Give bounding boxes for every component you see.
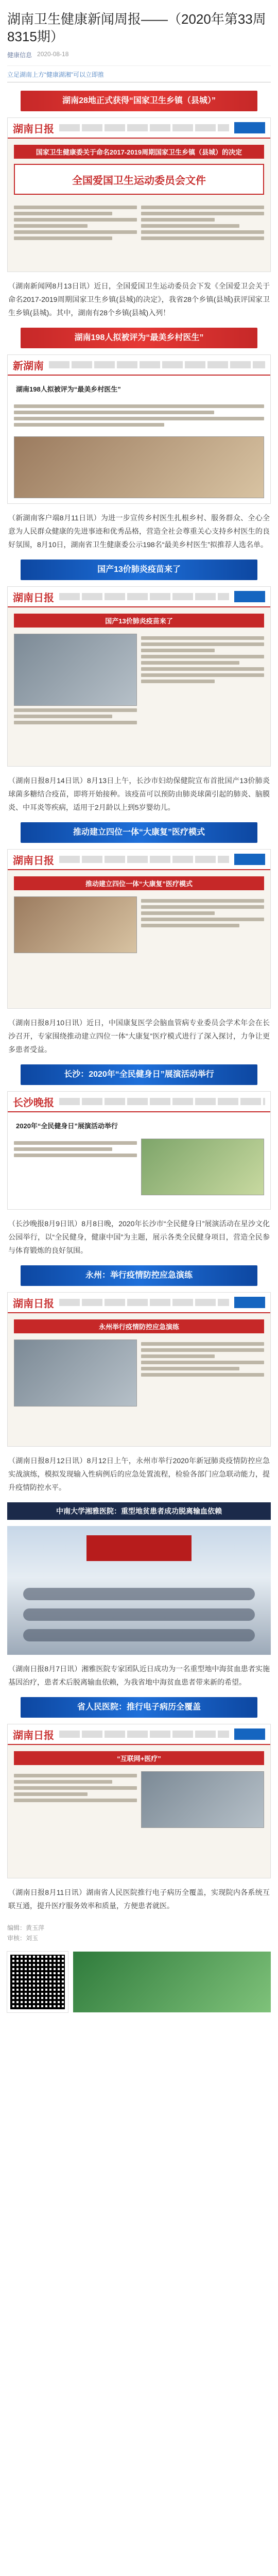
article-meta <box>0 48 278 61</box>
section-heading: 推动建立四位一体“大康复”医疗模式 <box>21 822 257 843</box>
paper-logo: 湖南日报 <box>13 591 54 604</box>
section-heading: 国产13价肺炎疫苗来了 <box>21 560 257 580</box>
section-text: （湖南日报8月11日讯）湖南省人民医院推行电子病历全覆盖，实现院内各系统互联互通，提升医疗服务效率和质量，方便患者就医。 <box>8 1888 270 1910</box>
newspaper-image <box>7 1292 271 1447</box>
paper-headline: 2020年“全民健身日”展演活动举行 <box>14 1118 264 1132</box>
paper-headline: 国产13价肺炎疫苗来了 <box>14 614 264 628</box>
section-heading: 湖南28地正式获得“国家卫生乡镇（县城）” <box>21 91 257 111</box>
author-link[interactable]: 健康信息 <box>7 52 32 59</box>
divider <box>7 65 271 66</box>
editor-credit: 编辑：黄玉萍 <box>7 1924 45 1931</box>
newspaper-image <box>7 1091 271 1210</box>
paper-logo: 湖南日报 <box>13 1297 54 1310</box>
conference-photo <box>7 1526 271 1655</box>
promo-banner <box>73 1952 271 2012</box>
article-title: 湖南卫生健康新闻周报——（2020年第33周8315期） <box>7 11 266 44</box>
section-text: （新湖南客户端8月11日讯）为进一步宣传乡村医生扎根乡村、服务群众、全心全意为人民群众健康的先进事迹和优秀品格，营造全社会尊重关心支持乡村医生的良好氛围，8月10日，湖南省卫生健康委公示198名“最美乡村医生”拟推荐人选名单。 <box>8 514 270 549</box>
section-text: （湖南日报8月12日讯）8月12日上午，永州市举行2020年新冠肺炎疫情防控应急实战演练，模拟发现输入性病例后的应急处置流程，检验各部门应急联动能力，提升疫情防控水平。 <box>8 1456 270 1492</box>
paper-logo: 湖南日报 <box>13 122 54 135</box>
newspaper-image <box>7 849 271 1009</box>
publish-date: 2020-08-18 <box>37 50 69 58</box>
paper-headline: 永州举行疫情防控应急演练 <box>14 1319 264 1333</box>
paper-headline: “互联网+医疗” <box>14 1751 264 1765</box>
section-text: （长沙晚报8月9日讯）8月8日晚，2020年长沙市“全民健身日”展演活动在星沙文化公园举行，以“全民健身，健康中国”为主题，展示各类全民健身项目，营造全民参与体育锻炼的良好氛围。 <box>8 1219 270 1255</box>
paper-headline: 国家卫生健康委关于命名2017-2019周期国家卫生乡镇（县城）的决定 <box>14 145 264 159</box>
paper-headline: 湖南198人拟被评为“最美乡村医生” <box>14 382 264 396</box>
qr-row <box>7 1952 271 2012</box>
newspaper-image <box>7 586 271 767</box>
intro-text: 立足湖南上方“健康湖湘”可以立即推 <box>7 71 104 78</box>
section-text: （湖南日报8月7日讯）湘雅医院专家团队近日成功为一名重型地中海贫血患者实施基因治疗，患者术后脱离输血依赖，为我省地中海贫血患者带来新的希望。 <box>8 1665 270 1686</box>
section-text: （湖南日报8月10日讯）近日，中国康复医学会脑血管病专业委员会学术年会在长沙召开，专家围绕推动建立四位一体“大康复”医疗模式进行了深入探讨，力争让更多患者受益。 <box>8 1019 270 1054</box>
paper-logo: 湖南日报 <box>13 854 54 867</box>
paper-logo: 长沙晚报 <box>13 1096 54 1109</box>
section-heading: 长沙：2020年“全民健身日”展演活动举行 <box>21 1064 257 1085</box>
section-text: （湖南日报8月14日讯）8月13日上午，长沙市妇幼保健院宣布首批国产13价肺炎球菌多糖结合疫苗，即将开始接种。该疫苗可以预防由肺炎球菌引起的肺炎、脑膜炎、中耳炎等疾病，适用于2月龄以上到5岁婴幼儿。 <box>8 776 270 811</box>
newspaper-image <box>7 354 271 504</box>
newspaper-image <box>7 117 271 272</box>
paper-logo: 新湖南 <box>13 359 44 372</box>
section-heading: 湖南198人拟被评为“最美乡村医生” <box>21 328 257 348</box>
section-heading: 永州：举行疫情防控应急演练 <box>21 1265 257 1286</box>
section-heading: 省人民医院：推行电子病历全覆盖 <box>21 1697 257 1718</box>
section-text: （湖南新闻网8月13日讯）近日，全国爱国卫生运动委员会下发《全国爱卫会关于命名2017-2019周期国家卫生乡镇(县城)的决定》，我省28个乡镇(县城)获评国家卫生乡镇(县城)。其中，湖南有28个乡镇(县城)入列！ <box>8 282 270 317</box>
credits <box>7 1923 271 1943</box>
newspaper-image <box>7 1724 271 1878</box>
paper-big-title: 全国爱国卫生运动委员会文件 <box>14 164 264 195</box>
paper-logo: 湖南日报 <box>13 1728 54 1741</box>
paper-headline: 推动建立四位一体“大康复”医疗模式 <box>14 876 264 890</box>
review-credit: 审核：刘玉 <box>7 1935 39 1942</box>
section-heading: 中南大学湘雅医院：重型地贫患者成功脱离输血依赖 <box>7 1502 271 1520</box>
qr-code-icon[interactable] <box>7 1952 68 2012</box>
